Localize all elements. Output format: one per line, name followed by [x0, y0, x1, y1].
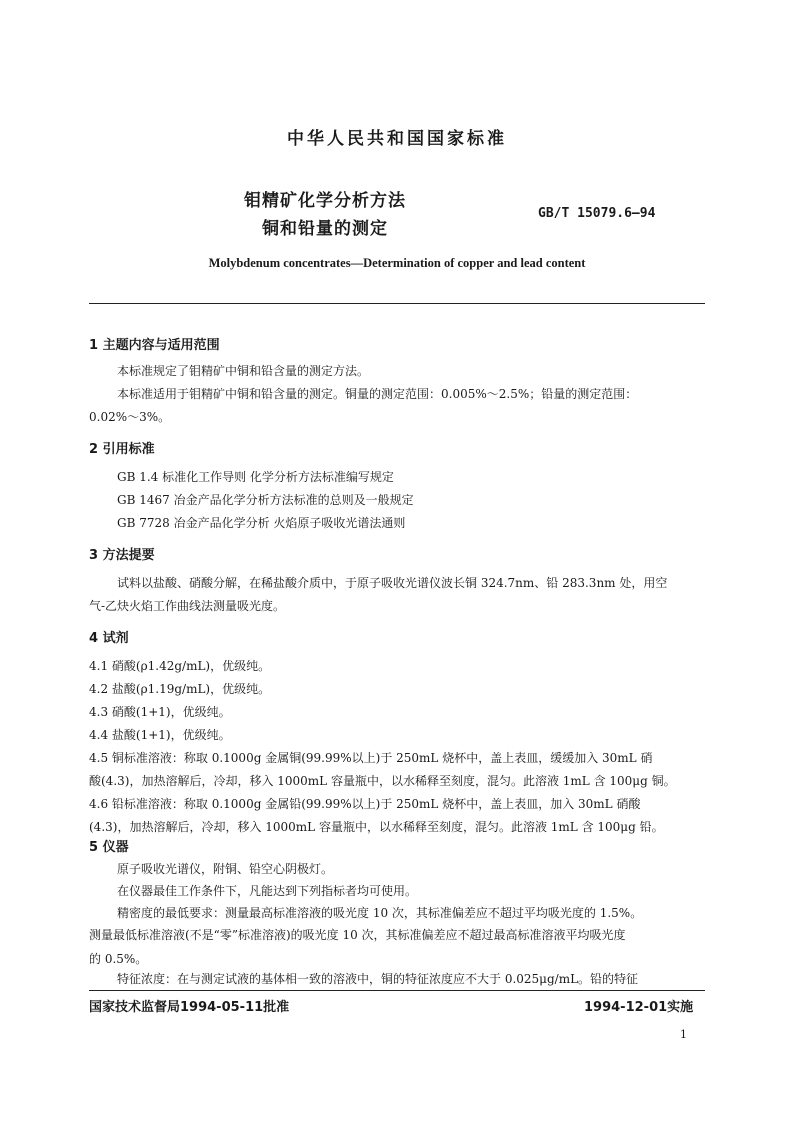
footer-divider — [89, 990, 705, 991]
page-number: 1 — [680, 1028, 687, 1041]
section-1-heading: 1 主题内容与适用范围 — [89, 338, 220, 353]
english-title: Molybdenum concentrates—Determination of copper and lead content — [208, 256, 586, 270]
implementation-date: 1994-12-01实施 — [584, 1000, 694, 1015]
reference-item: GB 1.4 标准化工作导则 化学分析方法标准编写规定 — [117, 470, 394, 484]
section-3-paragraph: 气-乙炔火焰工作曲线法测量吸光度。 — [89, 599, 286, 613]
section-5-paragraph: 测量最低标准溶液(不是“零”标准溶液)的吸光度 10 次，其标准偏差应不超过最高标准溶液平均吸光度 — [89, 928, 626, 942]
reference-item: GB 7728 冶金产品化学分析 火焰原子吸收光谱法通则 — [117, 516, 406, 530]
section-3-heading: 3 方法提要 — [89, 548, 155, 563]
section-5-paragraph: 的 0.5%。 — [89, 952, 148, 966]
reagent-item: (4.3)，加热溶解后，冷却，移入 1000mL 容量瓶中，以水稀释至刻度，混匀。此溶液 1mL 含 100μg 铅。 — [89, 820, 664, 834]
section-5-paragraph: 精密度的最低要求：测量最高标准溶液的吸光度 10 次，其标准偏差应不超过平均吸光度的 1.5%。 — [117, 906, 643, 920]
reagent-item: 4.4 盐酸(1+1)，优级纯。 — [89, 728, 231, 742]
section-5-heading: 5 仪器 — [89, 840, 129, 855]
national-standard-heading: 中华人民共和国国家标准 — [287, 129, 507, 149]
document-title-line1: 钼精矿化学分析方法 — [244, 191, 406, 211]
reference-item: GB 1467 冶金产品化学分析方法标准的总则及一般规定 — [117, 493, 414, 507]
section-5-paragraph: 在仪器最佳工作条件下，凡能达到下列指标者均可使用。 — [117, 884, 418, 898]
reagent-item: 4.5 铜标准溶液：称取 0.1000g 金属铜(99.99%以上)于 250mL 烧杯中，盖上表皿，缓缓加入 30mL 硝 — [89, 751, 653, 765]
reagent-item: 4.1 硝酸(ρ1.42g/mL)，优级纯。 — [89, 659, 271, 673]
header-divider — [89, 303, 705, 304]
approval-date: 国家技术监督局1994-05-11批准 — [89, 1000, 290, 1015]
reagent-item: 4.6 铅标准溶液：称取 0.1000g 金属铅(99.99%以上)于 250mL 烧杯中，盖上表皿，加入 30mL 硝酸 — [89, 797, 641, 811]
document-title-line2: 铜和铅量的测定 — [262, 219, 388, 239]
section-2-heading: 2 引用标准 — [89, 442, 155, 457]
reagent-item: 酸(4.3)，加热溶解后，冷却，移入 1000mL 容量瓶中，以水稀释至刻度，混匀。此溶液 1mL 含 100μg 铜。 — [89, 774, 676, 788]
section-4-heading: 4 试剂 — [89, 631, 129, 646]
standard-code: GB/T 15079.6—94 — [538, 206, 656, 221]
section-5-paragraph: 原子吸收光谱仪，附铜、铅空心阴极灯。 — [117, 862, 334, 876]
reagent-item: 4.3 硝酸(1+1)，优级纯。 — [89, 705, 231, 719]
section-3-paragraph: 试料以盐酸、硝酸分解，在稀盐酸介质中，于原子吸收光谱仪波长铜 324.7nm、铅 283.3nm 处，用空 — [117, 576, 668, 590]
section-1-paragraph: 本标准规定了钼精矿中铜和铅含量的测定方法。 — [117, 364, 370, 378]
section-1-paragraph: 本标准适用于钼精矿中铜和铅含量的测定。铜量的测定范围：0.005%～2.5%；铅量的测定范围： — [117, 387, 638, 401]
section-1-paragraph: 0.02%～3%。 — [89, 410, 171, 424]
reagent-item: 4.2 盐酸(ρ1.19g/mL)，优级纯。 — [89, 682, 271, 696]
section-5-paragraph: 特征浓度：在与测定试液的基体相一致的溶液中，铜的特征浓度应不大于 0.025μg/mL。铅的特征 — [117, 972, 639, 986]
